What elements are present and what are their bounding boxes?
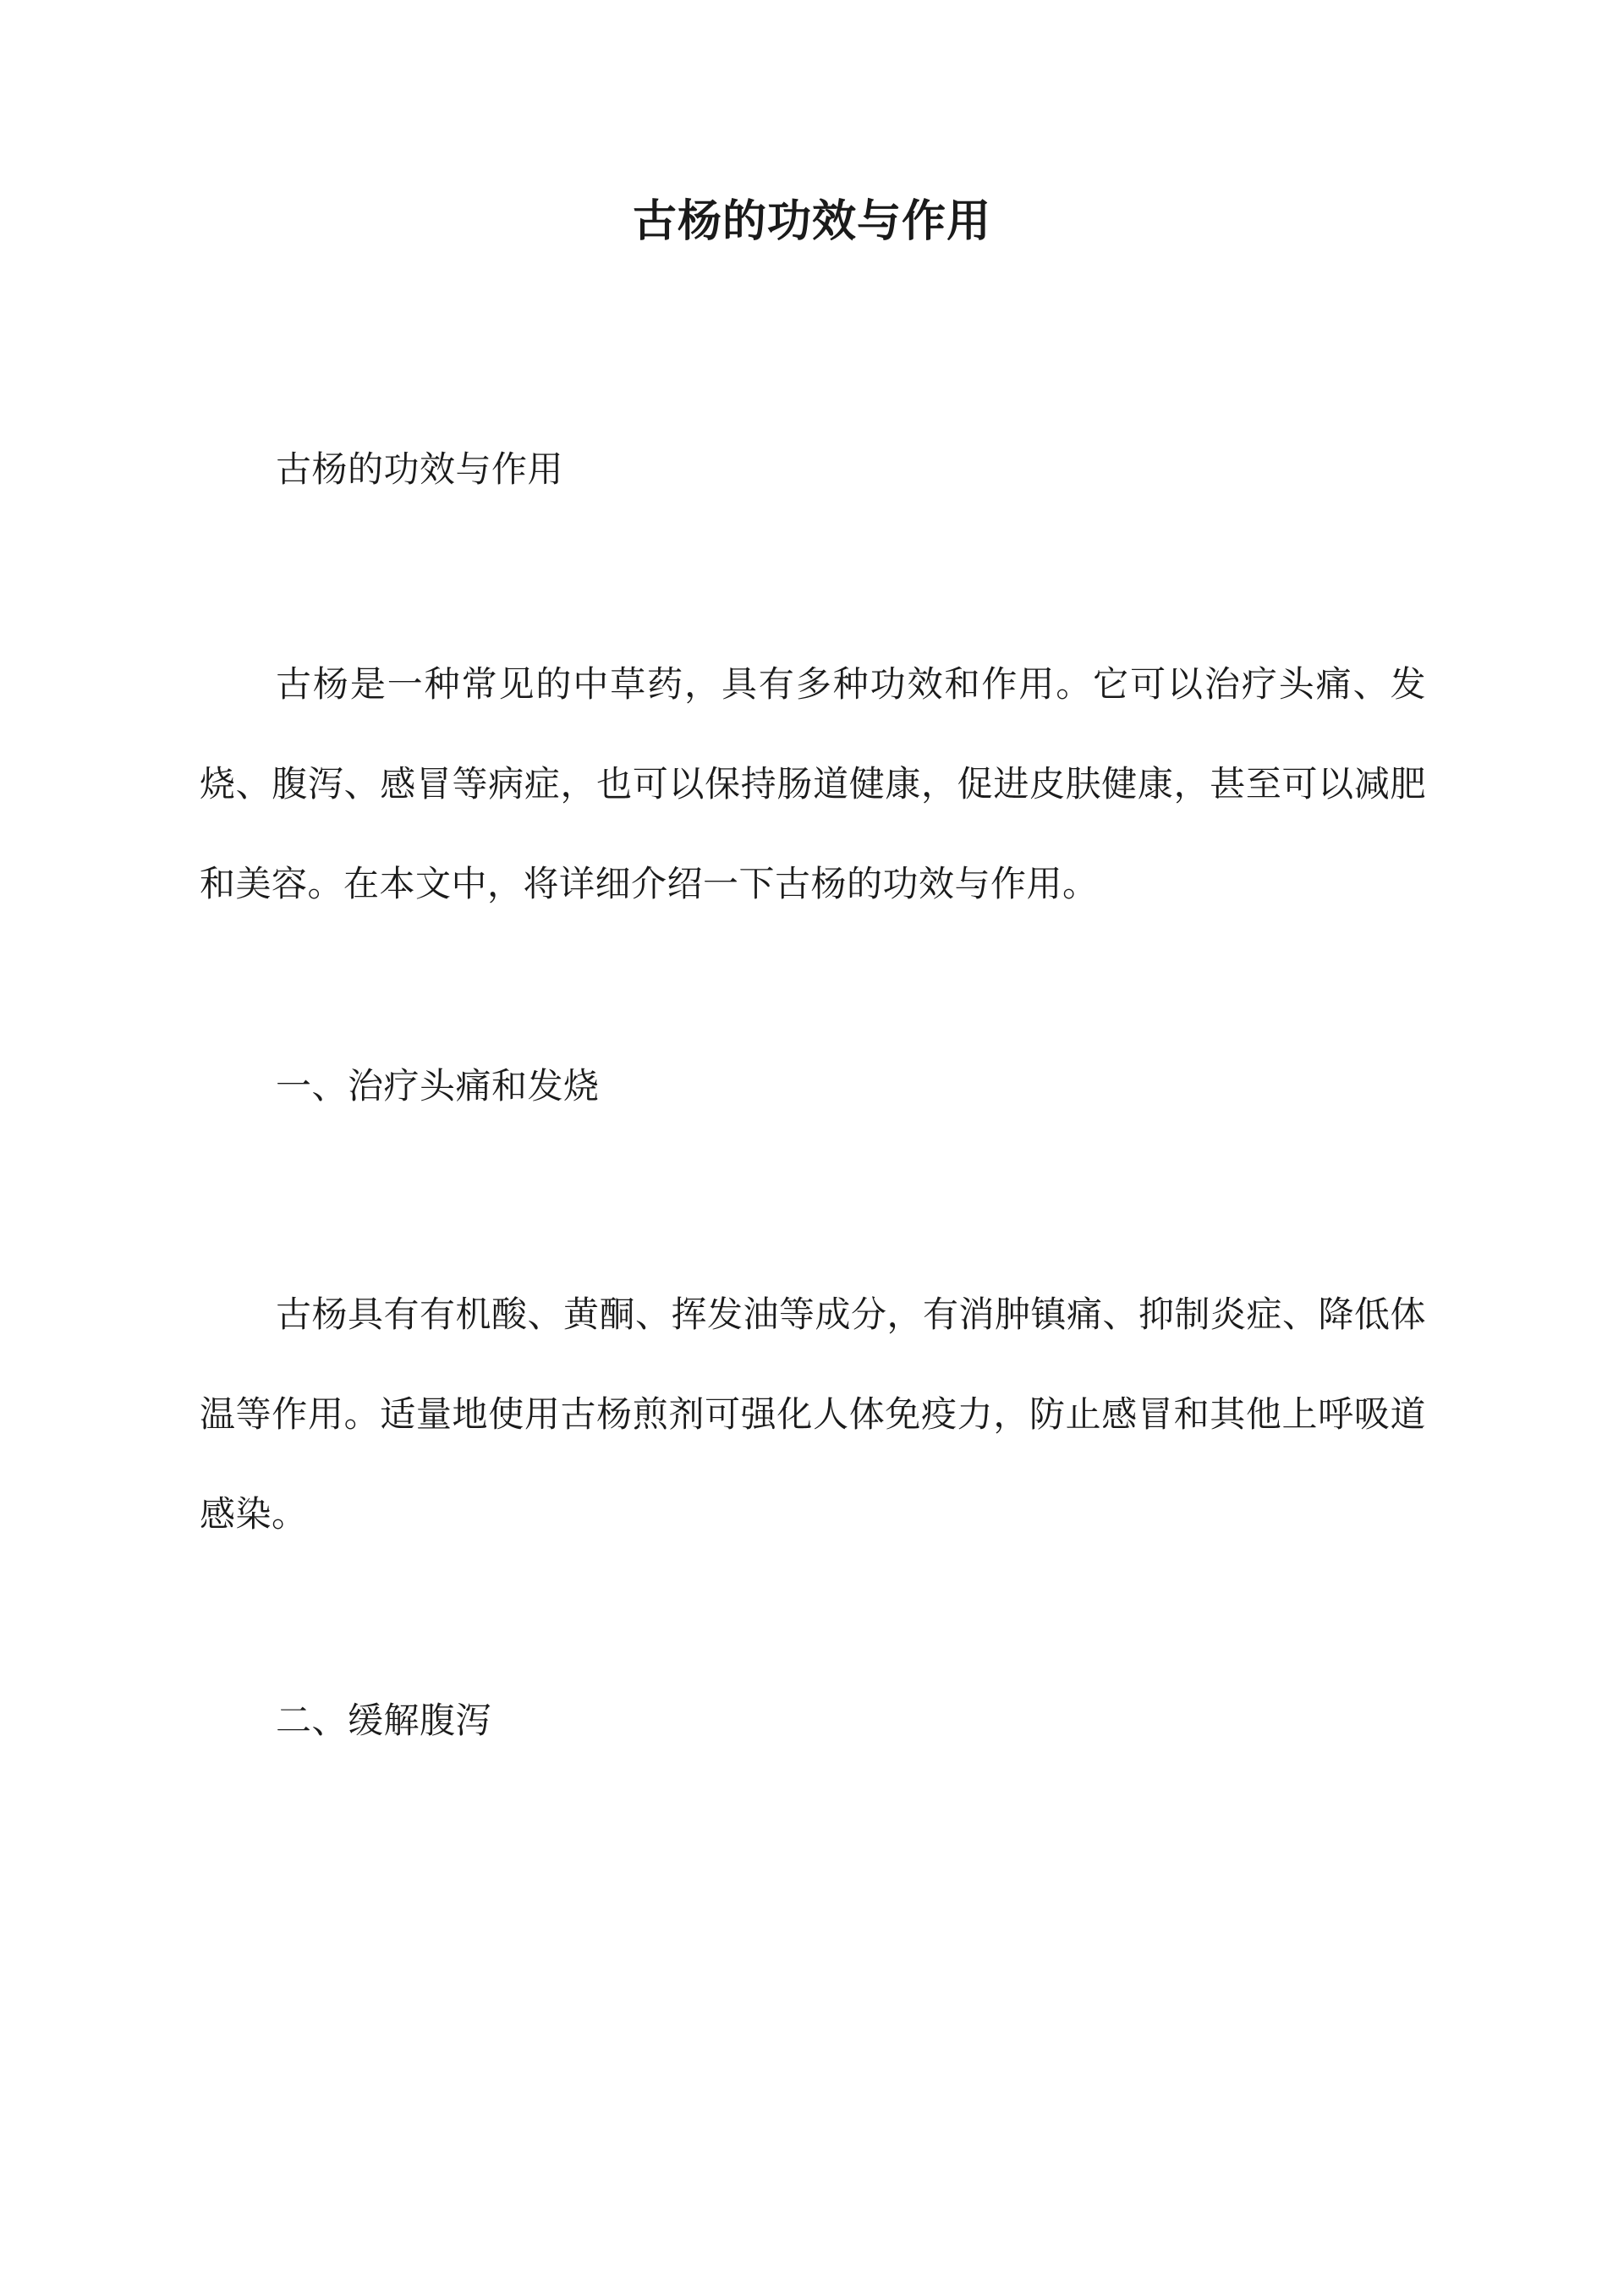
document-title: 古杨的功效与作用 xyxy=(632,195,991,247)
section-heading-2: 二、缓解腹泻 xyxy=(276,1700,492,1741)
section-body-1: 古杨具有有机酸、黄酮、挥发油等成分，有消肿镇痛、抑制炎症、降低体温等作用。适量地使用古杨煎剂可强化人体免疫力，防止感冒和其他上呼吸道感染。 xyxy=(200,1294,1427,1535)
document-subtitle: 古杨的功效与作用 xyxy=(276,448,564,490)
section-heading-1: 一、治疗头痛和发烧 xyxy=(276,1065,600,1107)
intro-paragraph: 古杨是一种常见的中草药，具有多种功效和作用。它可以治疗头痛、发烧、腹泻、感冒等病症，也可以保持肠道健康，促进皮肤健康，甚至可以减肥和美容。在本文中，将详细介绍一下古杨的功效与作用。 xyxy=(200,663,1426,904)
